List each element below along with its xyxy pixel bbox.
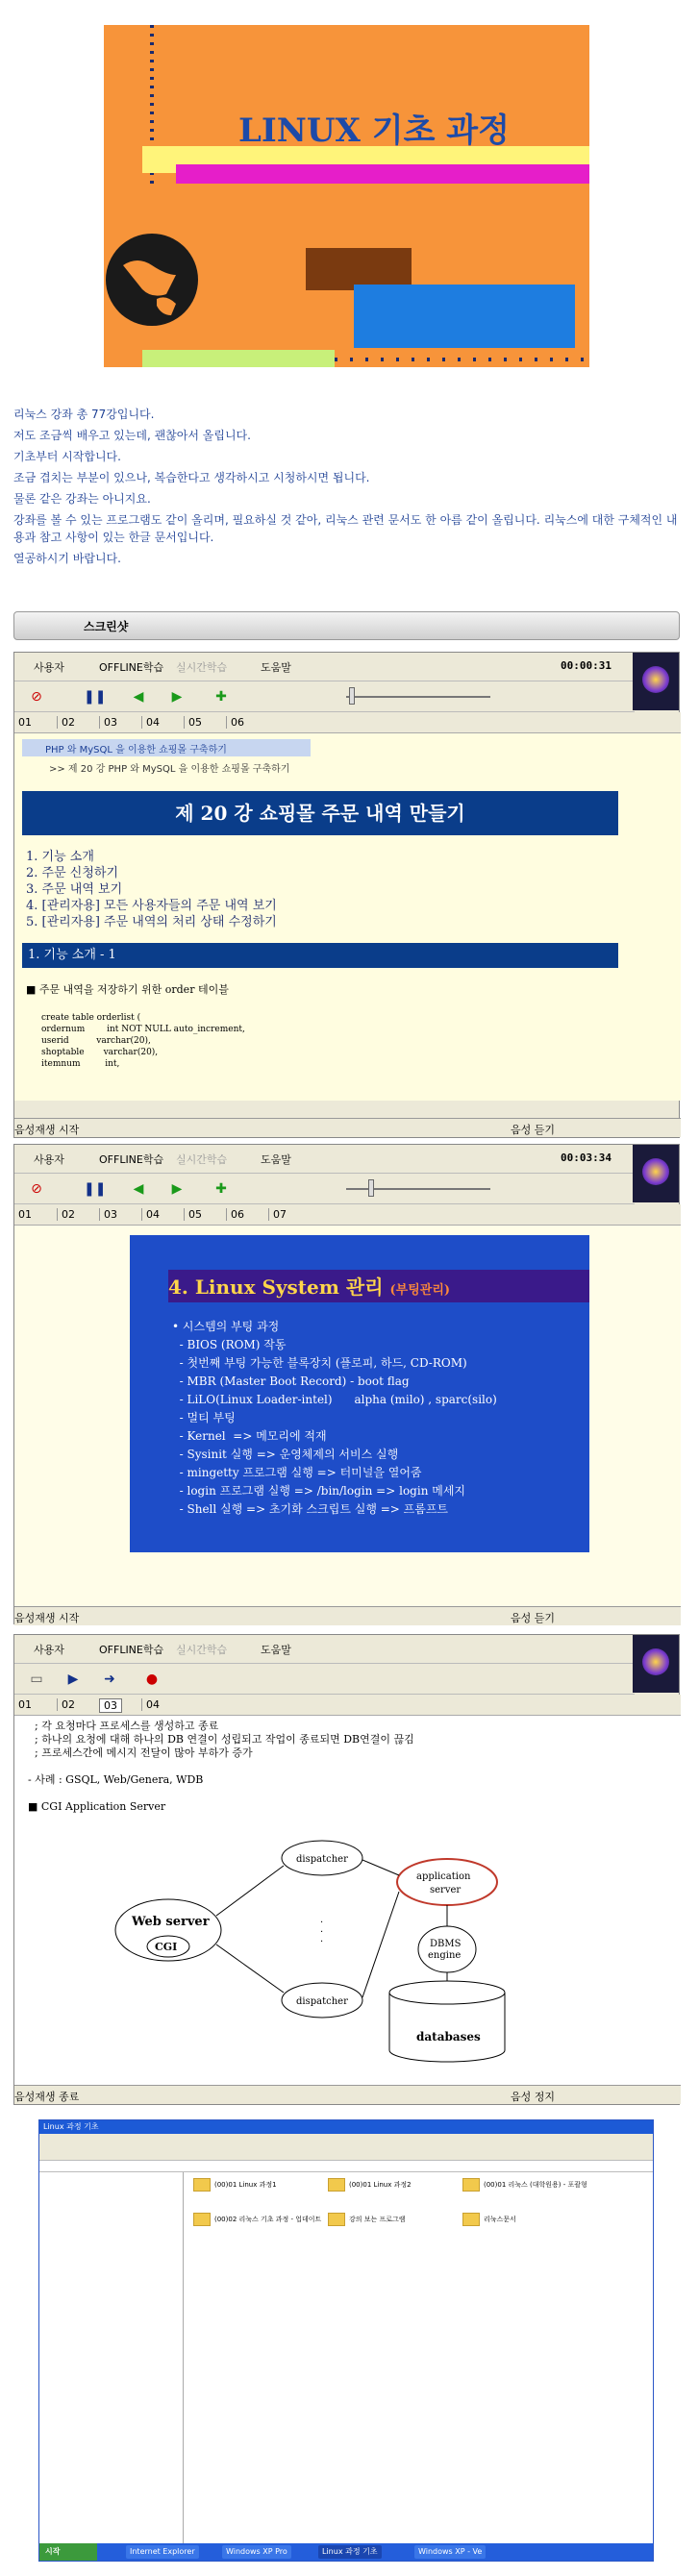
course-banner [104,25,589,367]
tab-04[interactable]: 04 [141,716,163,729]
svg-text:·: · [320,1927,324,1938]
list-item: 4. [관리자용] 모든 사용자들의 주문 내역 보기 [26,899,277,913]
stop-icon[interactable]: ⊘ [31,689,42,705]
course-path: PHP 와 MySQL 을 이용한 쇼핑몰 구축하기 [22,739,311,756]
player-logo [633,1635,679,1693]
sql-code: create table orderlist ( ordernum int NOT NULL auto_increment, userid varchar(20), shoptable varchar(20), itemnum int, [41,1013,245,1069]
open-folder-icon[interactable]: ▭ [30,1672,43,1687]
status-left: 음성재생 종료 [14,2091,80,2103]
slide-title: 4. Linux System 관리 (부팅관리) [168,1276,451,1299]
playback-time: 00:03:34 [561,1152,612,1164]
intro-line: 기초부터 시작합니다. [13,450,121,463]
menu-realtime[interactable]: 실시간학습 [176,1644,228,1656]
player-statusbar [14,1118,681,1137]
tab-01[interactable]: 01 [18,716,32,729]
banner-green-stripe [142,350,335,367]
player-statusbar [14,1606,681,1625]
menu-user[interactable]: 사용자 [34,1644,64,1656]
databases-label: databases [416,2030,481,2043]
window-menubar [39,2134,653,2145]
status-left: 음성재생 시작 [14,1124,80,1136]
menu-realtime[interactable]: 실시간학습 [176,1153,228,1166]
arrow-left-icon[interactable]: ◀ [133,689,144,705]
intro-line: 물론 같은 강좌는 아니지요. [13,492,151,506]
section-header: 1. 기능 소개 - 1 [22,943,618,968]
slide-content [14,733,681,1101]
list-item: 3. 주문 내역 보기 [26,882,123,897]
fast-forward-icon[interactable]: ✚ [215,689,227,705]
next-icon[interactable]: ➜ [104,1672,115,1687]
record-icon[interactable]: ● [145,1672,159,1687]
start-button[interactable]: 시작 [39,2543,97,2561]
stop-icon[interactable]: ⊘ [31,1181,42,1197]
folder-icon [462,2213,480,2226]
window-toolbar [39,2145,653,2161]
list-item: 5. [관리자용] 주문 내역의 처리 상태 수정하기 [26,915,277,929]
app-label: application [416,1871,471,1882]
lecture-subtitle: >> 제 20 강 PHP 와 MySQL 을 이용한 쇼핑몰 구축하기 [49,764,290,775]
taskbar-item[interactable]: Windows XP Pro [222,2545,291,2559]
taskbar [39,2543,653,2561]
pause-icon[interactable]: ❚❚ [84,689,107,705]
svg-text:·: · [320,1918,324,1928]
list-item: 2. 주문 신청하기 [26,866,119,880]
pause-icon[interactable]: ❚❚ [84,1181,107,1197]
folder-icon [328,2213,345,2226]
taskbar-item[interactable]: Internet Explorer [126,2545,199,2559]
dbms-label: DBMS [430,1939,462,1949]
window-titlebar: Linux 과정 기초 [39,2120,653,2134]
folder-icon [193,2178,211,2192]
tab-04[interactable]: 04 [141,1698,163,1711]
tab-03[interactable]: 03 [99,716,121,729]
intro-line: 리눅스 강좌 총 77강입니다. [13,408,155,421]
player-menubar [14,653,635,681]
folder-item[interactable]: (00)01 Linux 과정1 [193,2178,328,2197]
tab-07[interactable]: 07 [268,1208,290,1221]
folder-icon [193,2213,211,2226]
lecture-player-1 [13,652,680,1138]
fast-forward-icon[interactable]: ✚ [215,1181,227,1197]
slide-list: • 시스템의 부팅 과정 - BIOS (ROM) 작동 - 첫번째 부팅 가능한 블록장치 (플로피, 하드, CD-ROM) - MBR (Master Boot Record) - boot flag - LiLO(Linux Loader-intel) alpha (milo) , sparc(silo) - 멀티 부팅 - Kernel => 메모리에 적재 - Sysinit 실행 => 운영체제의 서비스 실행 - mingetty 프로그램 실행 => 터미널을 열어줌 - login 프로그램 실행 => /bin/login => login 메세지 - Shell 실행 => 초기화 스크립트 실행 => 프롬프트 [172,1320,497,1516]
folder-item[interactable]: (00)01 리눅스 (대학원용) - 포괄형 [462,2178,597,2197]
slider-knob[interactable] [368,1179,374,1197]
status-right[interactable]: 음성 듣기 [511,1612,556,1624]
tab-02[interactable]: 02 [57,716,79,729]
tab-04[interactable]: 04 [141,1208,163,1221]
slide-content [14,1716,681,2085]
status-right[interactable]: 음성 듣기 [511,1124,556,1136]
menu-offline[interactable]: OFFLINE학습 [99,661,164,674]
address-bar[interactable] [39,2161,653,2172]
dot-line-horizontal [335,358,585,361]
cgi-architecture-diagram [111,1839,524,2079]
taskbar-item[interactable]: Linux 과정 기초 [318,2545,382,2559]
folder-item[interactable]: 리눅스문서 [462,2213,597,2232]
tab-02[interactable]: 02 [57,1698,79,1711]
tab-06[interactable]: 06 [226,716,248,729]
status-left: 음성재생 시작 [14,1612,80,1624]
folder-tree[interactable] [39,2172,184,2543]
menu-realtime[interactable]: 실시간학습 [176,661,228,674]
tab-02[interactable]: 02 [57,1208,79,1221]
web-server-label: Web server [132,1915,210,1929]
player-toolbar [14,1664,635,1695]
folder-icon [328,2178,345,2192]
banner-blue-block [354,285,575,348]
file-explorer-window [38,2119,654,2562]
page-tabs [14,712,681,733]
arrow-left-icon[interactable]: ◀ [133,1181,144,1197]
player-statusbar [14,2085,681,2104]
player-logo [633,653,679,710]
player-menubar [14,1145,635,1174]
tab-03[interactable]: 03 [99,1698,122,1713]
progress-slider[interactable] [346,696,490,698]
dispatcher-label: dispatcher [296,1996,348,2007]
menu-help[interactable]: 도움말 [261,1644,291,1656]
slide-content [14,1226,681,1606]
screenshot-section-bar[interactable] [13,611,680,640]
screenshot-label: 스크린샷 [84,620,129,633]
menu-offline[interactable]: OFFLINE학습 [99,1644,164,1656]
slider-knob[interactable] [349,687,355,705]
cgi-label: CGI [155,1941,178,1953]
svg-text:·: · [320,1937,324,1947]
banner-title: LINUX 기초 과정 [238,111,510,150]
page-tabs [14,1204,681,1226]
slide-title: 제 20 강 쇼핑몰 주문 내역 만들기 [22,791,618,835]
dispatcher-label: dispatcher [296,1854,348,1865]
folder-icon [462,2178,480,2192]
menu-help[interactable]: 도움말 [261,1153,291,1166]
menu-user[interactable]: 사용자 [34,661,64,674]
player-menubar [14,1635,635,1664]
intro-line: 열공하시기 바랍니다. [13,552,121,565]
lecture-player-3 [13,1634,680,2105]
tab-01[interactable]: 01 [18,1208,32,1221]
arrow-right-icon[interactable]: ▶ [171,689,183,705]
server-label: server [430,1885,462,1895]
tab-06[interactable]: 06 [226,1208,248,1221]
play-icon[interactable]: ▶ [67,1672,79,1687]
page-tabs [14,1695,681,1716]
player-logo [633,1145,679,1202]
taskbar-item[interactable]: Windows XP - Ve [414,2545,486,2559]
menu-offline[interactable]: OFFLINE학습 [99,1153,164,1166]
tab-01[interactable]: 01 [18,1698,32,1711]
menu-help[interactable]: 도움말 [261,661,291,674]
playback-time: 00:00:31 [561,659,612,672]
folder-item[interactable]: 강의 보는 프로그램 [328,2213,462,2232]
folder-item[interactable]: (00)01 Linux 과정2 [328,2178,462,2197]
slide-list [26,849,277,930]
tab-05[interactable]: 05 [184,1208,206,1221]
intro-line: 저도 조금씩 배우고 있는데, 괜찮아서 올립니다. [13,429,251,442]
engine-label: engine [428,1950,462,1961]
tab-05[interactable]: 05 [184,716,206,729]
status-right[interactable]: 음성 정지 [511,2091,556,2103]
player-toolbar [14,1174,635,1204]
list-item: 1. 기능 소개 [26,850,94,864]
folder-item[interactable]: (00)02 리눅스 기초 과정 - 업데이트 [193,2213,328,2232]
arrow-right-icon[interactable]: ▶ [171,1181,183,1197]
slide-text: ; 각 요청마다 프로세스를 생성하고 종료 ; 하나의 요청에 대해 하나의 DB 연결이 성립되고 작업이 종료되면 DB연결이 끊김 ; 프로세스간에 메시지 전달이 많아 부하가 증가 - 사례 : GSQL, Web/Genera, WDB ■ CGI Application Server [28,1720,414,1813]
player-toolbar [14,681,635,712]
slide-panel [130,1235,589,1552]
banner-magenta-stripe [176,164,589,184]
tab-03[interactable]: 03 [99,1208,121,1221]
intro-line: 조금 겹치는 부분이 있으나, 복습한다고 생각하시고 시청하시면 됩니다. [13,471,370,484]
slide-text: ■ 주문 내역을 저장하기 위한 order 테이블 [26,983,229,996]
intro-line: 강좌를 볼 수 있는 프로그램도 같이 올리며, 필요하실 것 같아, 리눅스 관련 문서도 한 아름 같이 올립니다. 리눅스에 대한 구체적인 내용과 참고 사항이 있는 한글 문서입니다. [13,513,678,544]
menu-user[interactable]: 사용자 [34,1153,64,1166]
intro-text [13,404,687,569]
globe-icon [104,227,210,333]
lecture-player-2 [13,1144,680,1624]
